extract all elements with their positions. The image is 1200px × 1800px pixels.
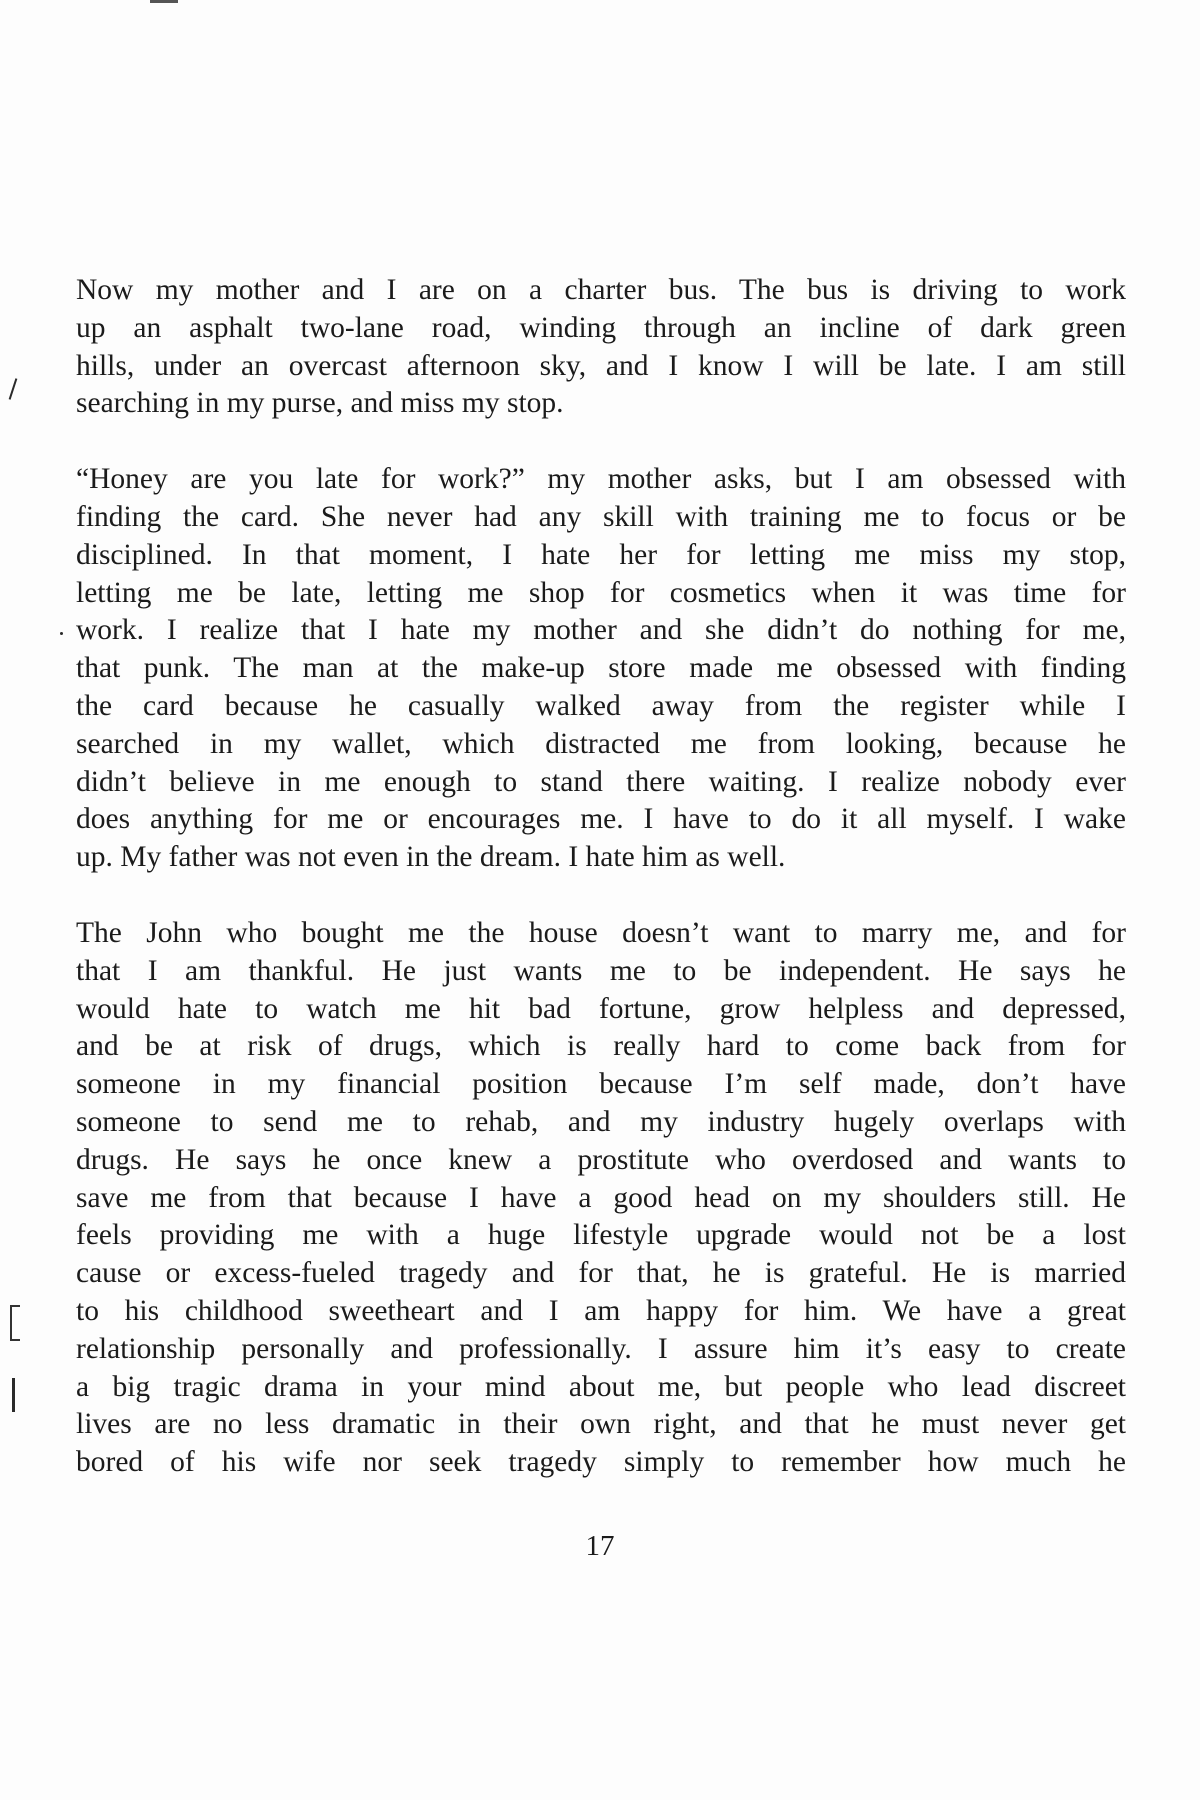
text-line: cause or excess-fueled tragedy and for that, he is grateful. He is married [76,1257,1126,1290]
text-line: Now my mother and I are on a charter bus. The bus is driving to work [76,274,1126,306]
scan-mark [12,1378,15,1412]
text-line: finding the card. She never had any skill with training me to focus or be [76,500,1126,533]
text-line: “Honey are you late for work?” my mother asks, but I am obsessed with [76,463,1126,496]
text-line: relationship personally and professionally. I assure him it’s easy to create [76,1332,1126,1365]
text-line: and be at risk of drugs, which is really hard to come back from for [76,1030,1126,1063]
text-line: bored of his wife nor seek tragedy simply to remember how much he [76,1446,1126,1479]
text-line: that punk. The man at the make-up store made me obsessed with finding [76,652,1126,685]
text-line: that I am thankful. He just wants me to be independent. He says he [76,954,1126,987]
text-line: drugs. He says he once knew a prostitute who overdosed and wants to [76,1143,1126,1176]
text-line: to his childhood sweetheart and I am happy for him. We have a great [76,1294,1126,1327]
text-line: searching in my purse, and miss my stop. [76,387,564,420]
text-line: The John who bought me the house doesn’t want to marry me, and for [76,916,1126,949]
page-number: 17 [585,1530,615,1562]
scan-mark [9,378,18,400]
scan-mark [150,0,178,3]
text-line: hills, under an overcast afternoon sky, and I know I will be late. I am still [76,349,1126,382]
text-line: work. I realize that I hate my mother and she didn’t do nothing for me, [76,614,1126,647]
text-line: someone to send me to rehab, and my industry hugely overlaps with [76,1105,1126,1138]
text-line: feels providing me with a huge lifestyle upgrade would not be a lost [76,1219,1126,1252]
scan-mark [60,632,63,635]
text-line: didn’t believe in me enough to stand there waiting. I realize nobody ever [76,765,1126,798]
text-line: someone in my financial position because I’m self made, don’t have [76,1068,1126,1101]
text-line: letting me be late, letting me shop for cosmetics when it was time for [76,576,1126,609]
scan-mark [10,1305,20,1341]
text-line: save me from that because I have a good head on my shoulders still. He [76,1181,1126,1214]
text-line: up an asphalt two-lane road, winding through an incline of dark green [76,311,1126,344]
text-line: does anything for me or encourages me. I have to do it all myself. I wake [76,803,1126,836]
text-line: would hate to watch me hit bad fortune, grow helpless and depressed, [76,992,1126,1025]
body-text [76,272,1126,1520]
paragraph [76,915,1126,1482]
text-line: searched in my wallet, which distracted me from looking, because he [76,727,1126,760]
text-line: a big tragic drama in your mind about me, but people who lead discreet [76,1370,1126,1403]
text-line: the card because he casually walked away from the register while I [76,689,1126,722]
paragraph [76,272,1126,423]
text-line: disciplined. In that moment, I hate her for letting me miss my stop, [76,538,1126,571]
text-line: up. My father was not even in the dream. I hate him as well. [76,841,786,874]
text-line: lives are no less dramatic in their own right, and that he must never get [76,1408,1126,1441]
paragraph [76,461,1126,877]
